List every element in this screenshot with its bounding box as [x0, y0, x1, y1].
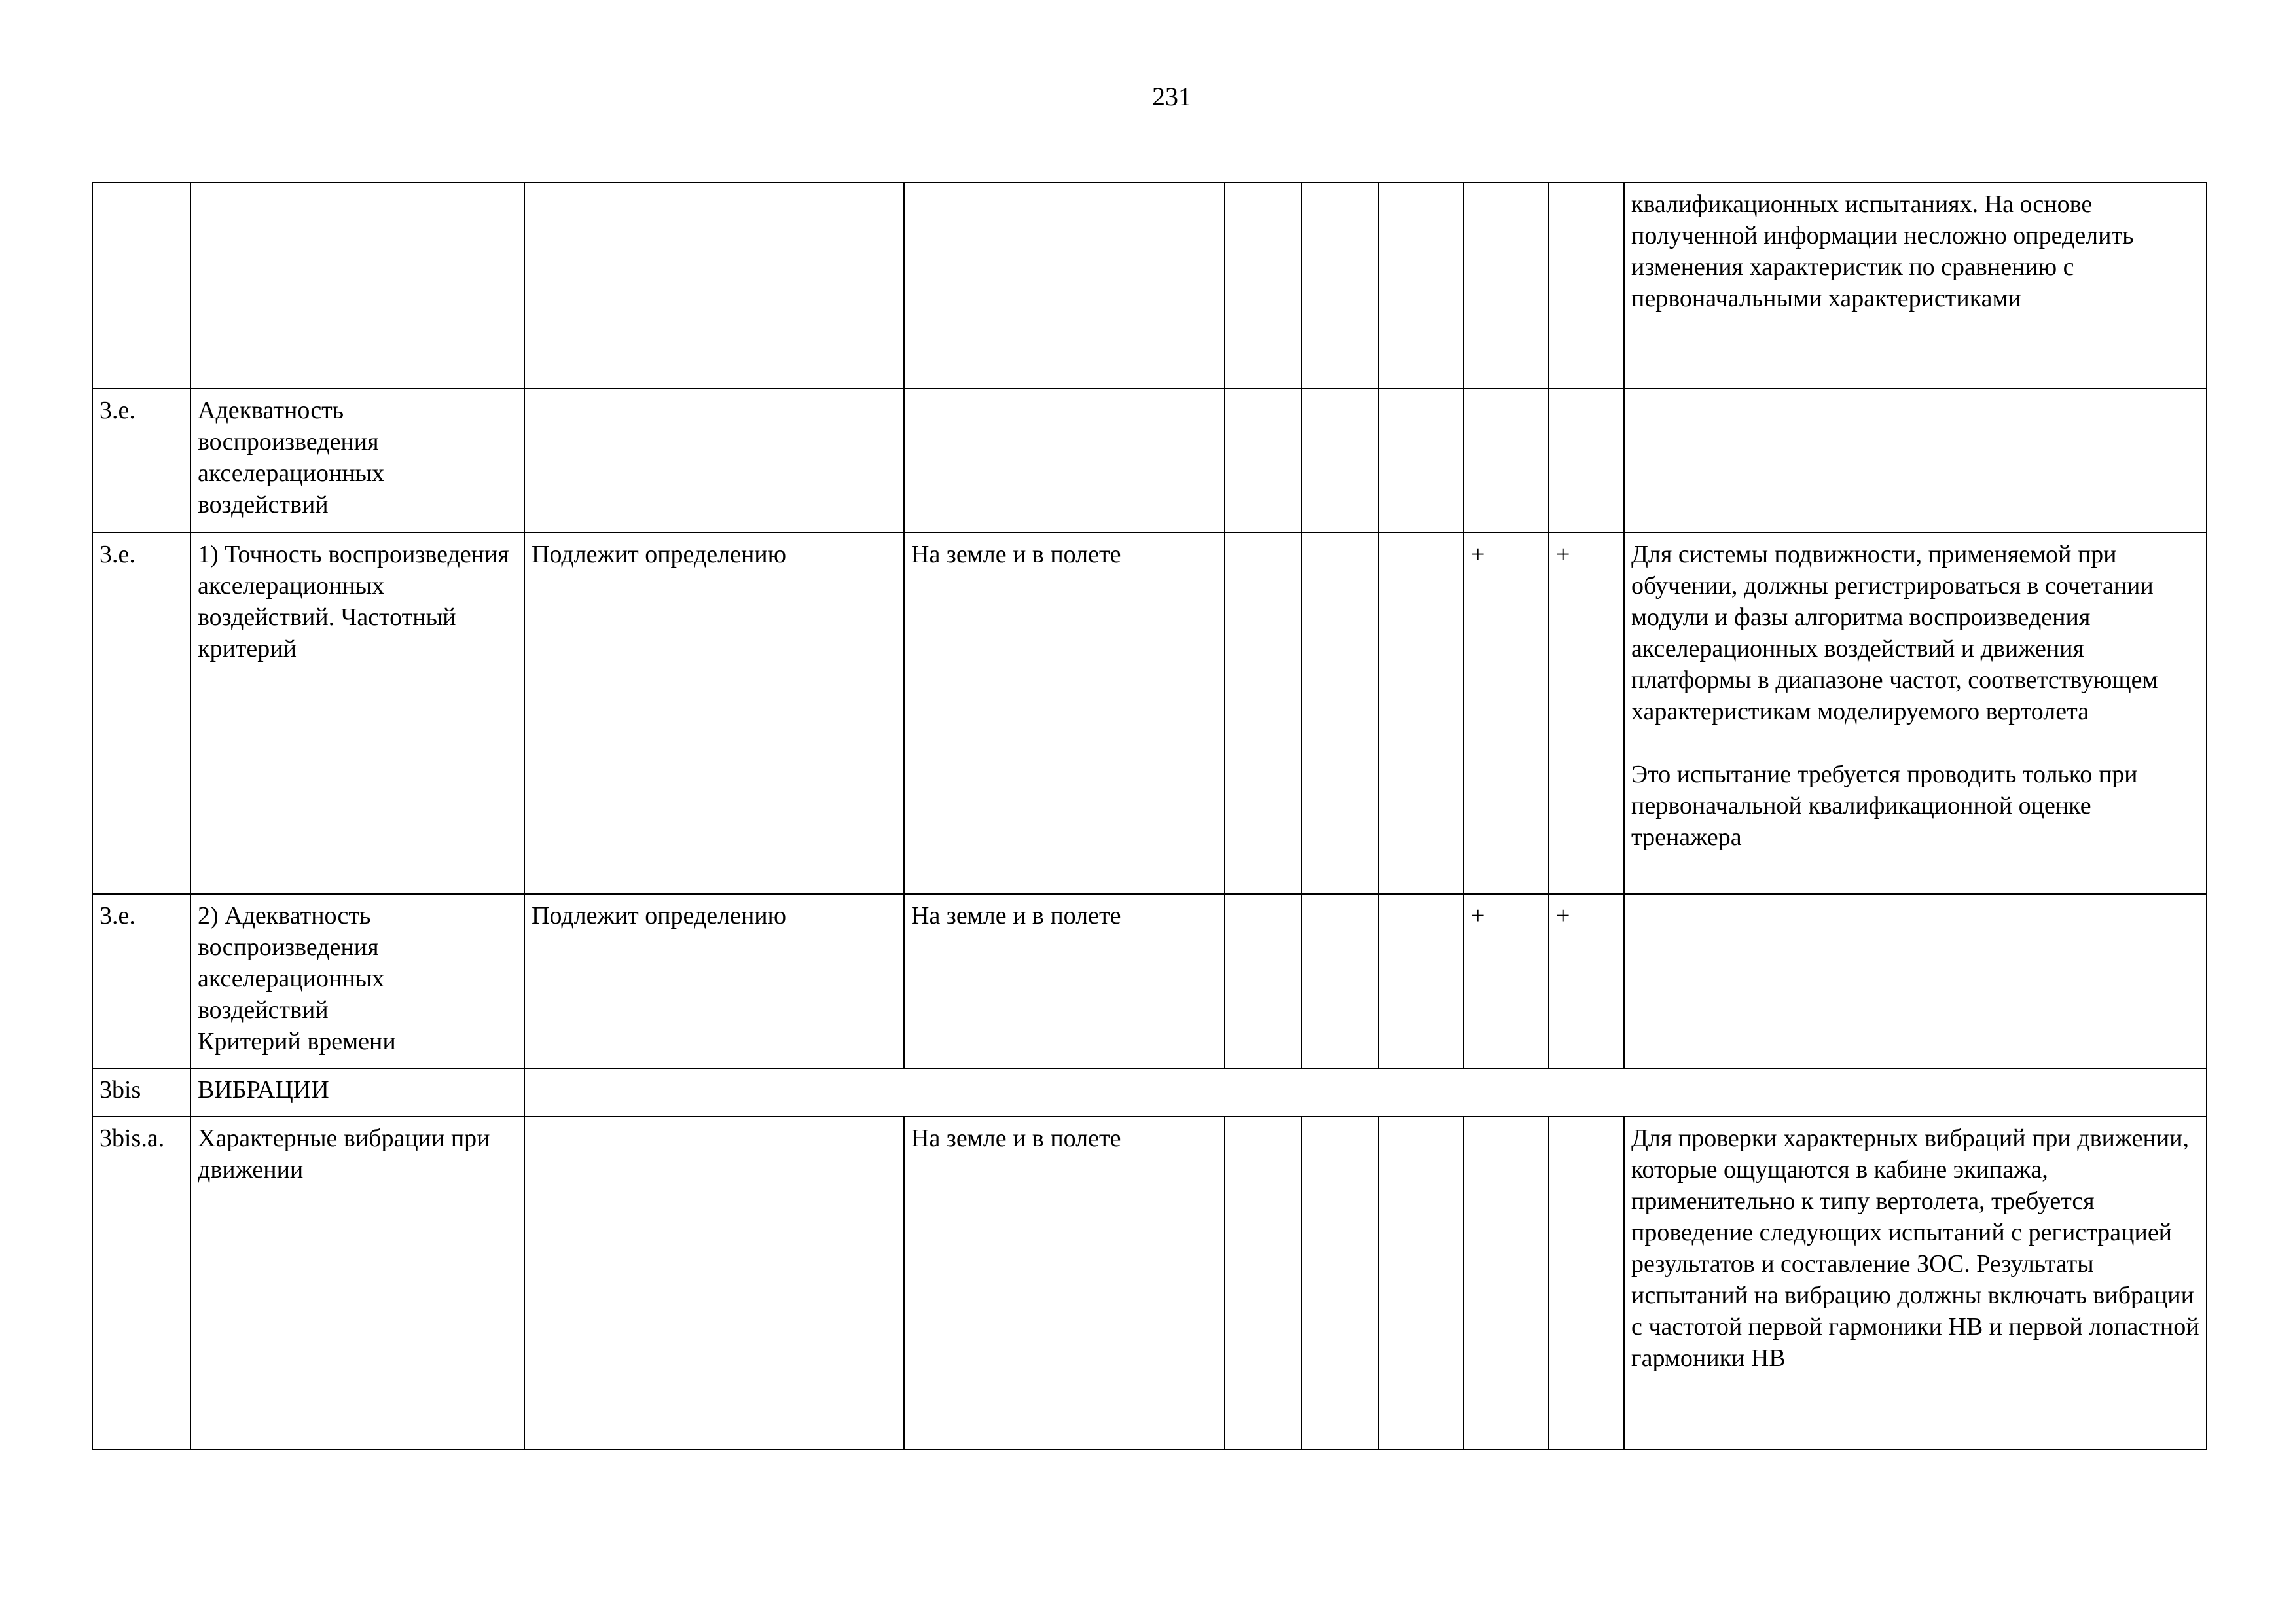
row-condition: На земле и в полете — [904, 1117, 1225, 1449]
row-id: 3bis.a. — [92, 1117, 190, 1449]
row-name: Адекватность воспроизведения акселерационных воздействий — [190, 389, 524, 533]
table-row — [92, 533, 2207, 894]
row-mark — [1301, 533, 1379, 894]
row-id: 3.e. — [92, 533, 190, 894]
row-mark — [1225, 183, 1301, 389]
row-mark — [1225, 894, 1301, 1068]
row-mark — [1379, 389, 1464, 533]
row-mark — [1464, 1117, 1549, 1449]
row-tolerance — [524, 389, 904, 533]
row-notes — [1624, 533, 2207, 894]
row-mark — [1301, 1117, 1379, 1449]
row-mark: + — [1464, 533, 1549, 894]
notes-paragraph: Для системы подвижности, применяемой при обучении, должны регистрироваться в сочетании модули и фазы алгоритма воспроизведения акселерационных воздействий и движения платформы в диапазоне частот, соответствующем характеристикам моделируемого вертолета — [1631, 541, 2158, 725]
table-row — [92, 894, 2207, 1068]
table-row — [92, 389, 2207, 533]
row-mark — [1301, 389, 1379, 533]
table-row — [92, 183, 2207, 389]
section-title: ВИБРАЦИИ — [190, 1068, 524, 1117]
section-id: 3bis — [92, 1068, 190, 1117]
row-mark — [1225, 1117, 1301, 1449]
row-mark — [1379, 894, 1464, 1068]
row-tolerance — [524, 183, 904, 389]
row-mark — [1549, 1117, 1624, 1449]
notes-paragraph: Это испытание требуется проводить только при первоначальной квалификационной оценке тренажера — [1631, 761, 2138, 851]
row-name: Характерные вибрации при движении — [190, 1117, 524, 1449]
row-mark — [1379, 183, 1464, 389]
row-mark: + — [1549, 894, 1624, 1068]
row-mark — [1225, 533, 1301, 894]
row-mark: + — [1464, 894, 1549, 1068]
section-row — [92, 1068, 2207, 1117]
row-name: 2) Адекватность воспроизведения акселерационных воздействий Критерий времени — [190, 894, 524, 1068]
row-id — [92, 183, 190, 389]
row-mark — [1549, 183, 1624, 389]
row-notes — [1624, 389, 2207, 533]
row-mark — [1379, 533, 1464, 894]
row-condition: На земле и в полете — [904, 894, 1225, 1068]
requirements-table — [92, 182, 2207, 1450]
row-notes: квалификационных испытаниях. На основе полученной информации несложно определить изменения характеристик по сравнению с первоначальными характеристиками — [1624, 183, 2207, 389]
row-mark — [1301, 894, 1379, 1068]
row-condition — [904, 389, 1225, 533]
row-mark — [1301, 183, 1379, 389]
row-mark — [1549, 389, 1624, 533]
row-name — [190, 183, 524, 389]
row-condition — [904, 183, 1225, 389]
row-name: 1) Точность воспроизведения акселерационных воздействий. Частотный критерий — [190, 533, 524, 894]
row-mark: + — [1549, 533, 1624, 894]
row-notes: Для проверки характерных вибраций при движении, которые ощущаются в кабине экипажа, применительно к типу вертолета, требуется проведение следующих испытаний с регистрацией результатов и составление ЗОС. Результаты испытаний на вибрацию должны включать вибрации с частотой первой гармоники НВ и первой лопастной гармоники НВ — [1624, 1117, 2207, 1449]
table-row — [92, 1117, 2207, 1449]
row-notes — [1624, 894, 2207, 1068]
row-mark — [1464, 389, 1549, 533]
row-mark — [1225, 389, 1301, 533]
row-mark — [1379, 1117, 1464, 1449]
section-spacer — [524, 1068, 2207, 1117]
row-condition: На земле и в полете — [904, 533, 1225, 894]
page-number: 231 — [1152, 82, 1191, 111]
row-tolerance: Подлежит определению — [524, 533, 904, 894]
row-tolerance: Подлежит определению — [524, 894, 904, 1068]
row-tolerance — [524, 1117, 904, 1449]
row-id: 3.e. — [92, 389, 190, 533]
row-id: 3.e. — [92, 894, 190, 1068]
row-mark — [1464, 183, 1549, 389]
